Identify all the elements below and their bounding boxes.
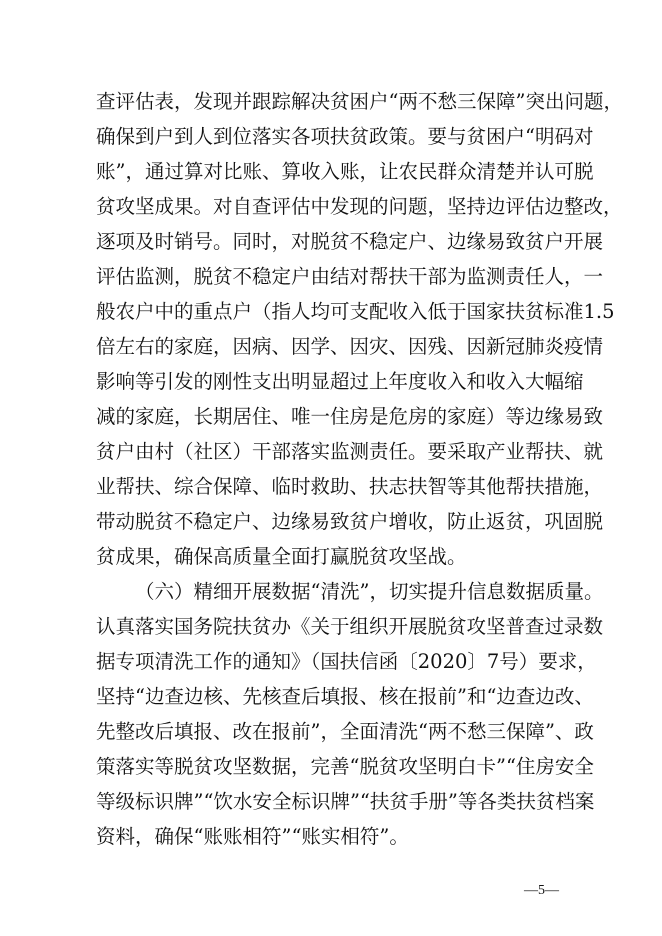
text-line: 业帮扶、综合保障、临时救助、扶志扶智等其他帮扶措施， xyxy=(96,475,604,498)
text-line: 贫户由村（社区）干部落实监测责任。要采取产业帮扶、就 xyxy=(96,440,604,463)
text-line: 逐项及时销号。同时，对脱贫不稳定户、边缘易致贫户开展 xyxy=(96,230,604,253)
text-line: 坚持“边查边核、先核查后填报、核在报前”和“边查边改、 xyxy=(96,685,594,708)
text-line: 认真落实国务院扶贫办《关于组织开展脱贫攻坚普查过录数 xyxy=(96,615,604,638)
text-line: 账”，通过算对比账、算收入账，让农民群众清楚并认可脱 xyxy=(96,160,594,183)
text-line: 等级标识牌”“饮水安全标识牌”“扶贫手册”等各类扶贫档案 xyxy=(96,790,595,813)
text-line: 带动脱贫不稳定户、边缘易致贫户增收，防止返贫，巩固脱 xyxy=(96,510,604,533)
text-line: 据专项清洗工作的通知》（国扶信函〔2020〕7号）要求， xyxy=(96,650,597,673)
paragraph-end-line: 资料，确保“账账相符”“账实相符”。 xyxy=(96,825,409,848)
text-line: 影响等引发的刚性支出明显超过上年度收入和收入大幅缩 xyxy=(96,370,584,393)
text-line: 确保到户到人到位落实各项扶贫政策。要与贫困户“明码对 xyxy=(96,125,594,148)
text-line: 般农户中的重点户（指人均可支配收入低于国家扶贫标准1.5 xyxy=(96,300,615,323)
text-line: 查评估表，发现并跟踪解决贫困户“两不愁三保障”突出问题， xyxy=(96,90,623,113)
page-number: —5— xyxy=(524,883,559,898)
text-line: 评估监测，脱贫不稳定户由结对帮扶干部为监测责任人，一 xyxy=(96,265,604,288)
text-line: 先整改后填报、改在报前”，全面清洗“两不愁三保障”、政 xyxy=(96,720,594,743)
text-line: 策落实等脱贫攻坚数据，完善“脱贫攻坚明白卡”“住房安全 xyxy=(96,755,594,778)
body-text xyxy=(96,84,623,854)
text-line: 倍左右的家庭，因病、因学、因灾、因残、因新冠肺炎疫情 xyxy=(96,335,604,358)
text-line: 减的家庭，长期居住、唯一住房是危房的家庭）等边缘易致 xyxy=(96,405,604,428)
section-heading-line: （六）精细开展数据“清洗”，切实提升信息数据质量。 xyxy=(135,580,604,603)
text-line: 贫攻坚成果。对自查评估中发现的问题，坚持边评估边整改， xyxy=(96,195,623,218)
paragraph-end-line: 贫成果，确保高质量全面打赢脱贫攻坚战。 xyxy=(96,545,467,568)
